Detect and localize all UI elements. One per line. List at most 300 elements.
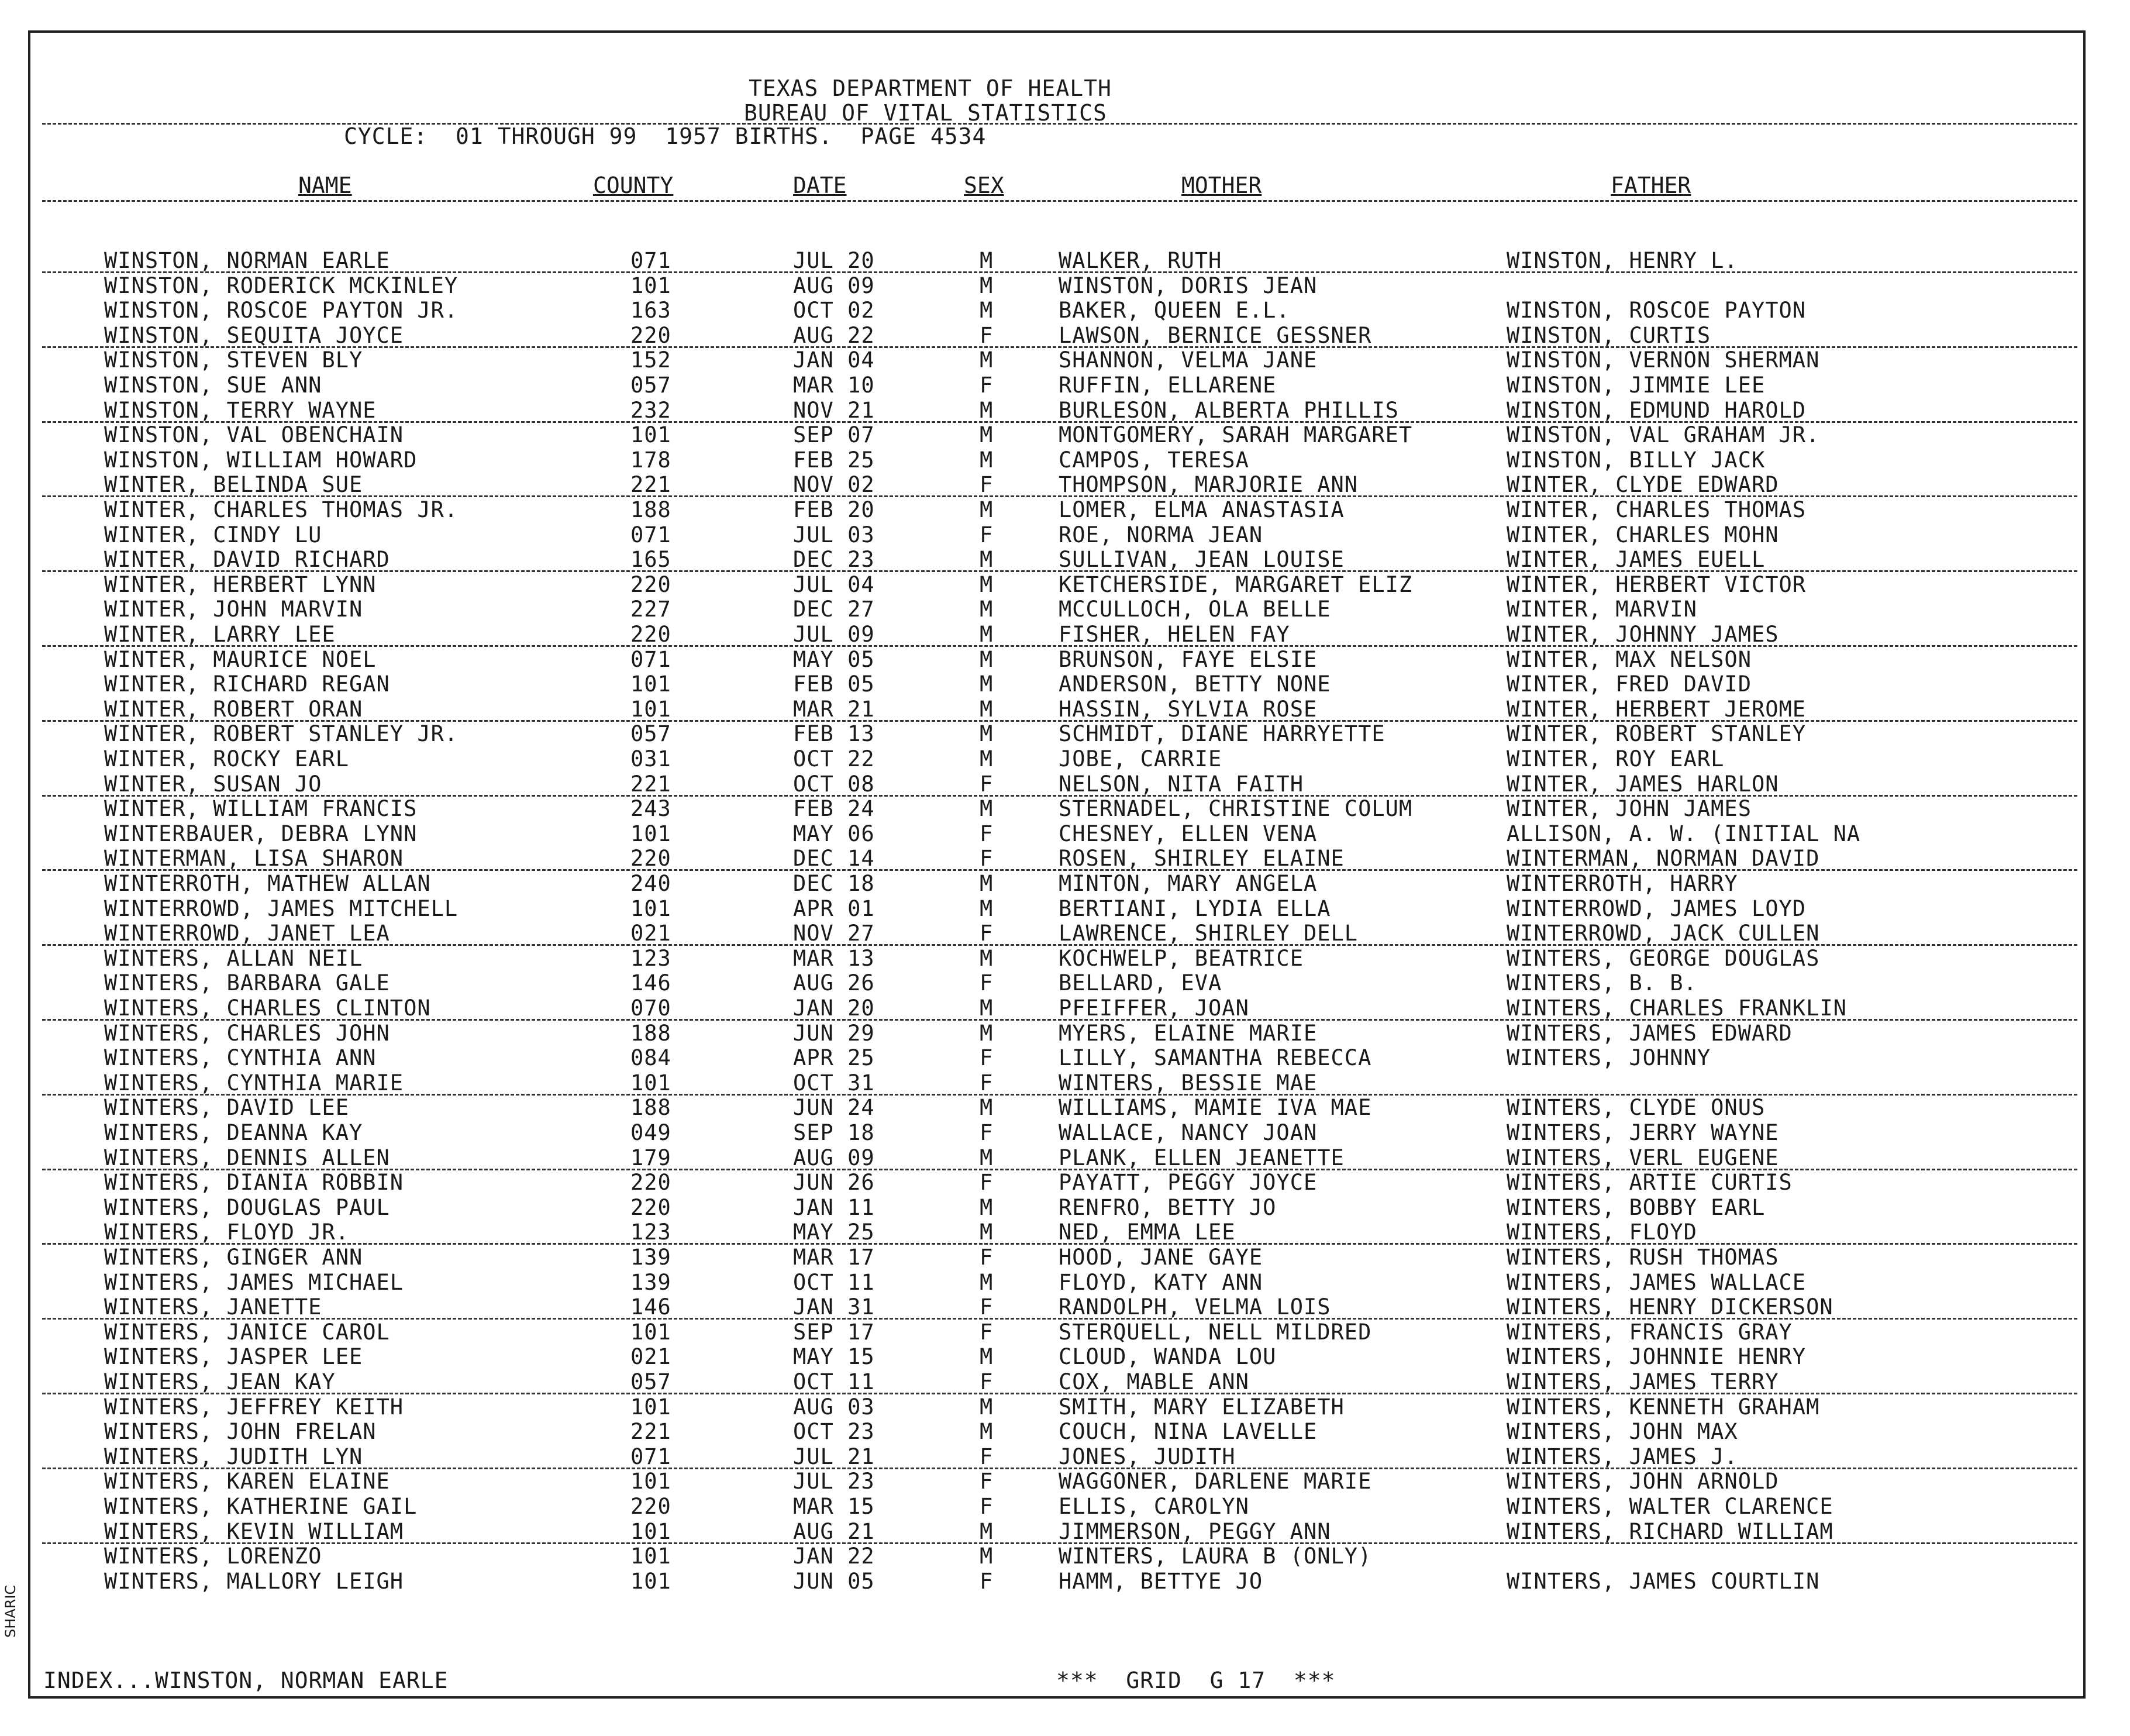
cell-mother: RENFRO, BETTY JO xyxy=(1059,1195,1277,1220)
margin-label: SHARIC xyxy=(2,1585,19,1638)
cell-county: 071 xyxy=(630,248,671,273)
table-row xyxy=(0,1294,2082,1320)
cell-name: WINTERS, DENNIS ALLEN xyxy=(104,1145,390,1170)
cell-sex: M xyxy=(980,572,994,597)
cell-county: 227 xyxy=(630,597,671,622)
table-row xyxy=(0,996,2082,1021)
cell-name: WINTER, ROBERT STANLEY JR. xyxy=(104,721,459,746)
cell-county: 220 xyxy=(630,572,671,597)
cell-date: JUL 03 xyxy=(793,522,875,547)
cell-name: WINTERS, JANETTE xyxy=(104,1294,322,1320)
cell-father: WINSTON, CURTIS xyxy=(1507,323,1711,348)
cell-father: WINTERROTH, HARRY xyxy=(1507,871,1738,896)
cell-name: WINTERS, CYNTHIA ANN xyxy=(104,1045,377,1070)
cell-father: WINTER, MARVIN xyxy=(1507,597,1697,622)
cell-name: WINTERS, ALLAN NEIL xyxy=(104,946,363,971)
cell-county: 221 xyxy=(630,472,671,497)
cell-mother: CHESNEY, ELLEN VENA xyxy=(1059,821,1318,846)
cell-father: WINTERS, JOHN MAX xyxy=(1507,1419,1738,1444)
cell-sex: M xyxy=(980,1344,994,1369)
col-header-county: COUNTY xyxy=(593,173,674,198)
cell-mother: RUFFIN, ELLARENE xyxy=(1059,373,1277,398)
cell-county: 220 xyxy=(630,1494,671,1519)
cell-date: MAR 21 xyxy=(793,697,875,722)
cell-county: 101 xyxy=(630,1569,671,1594)
cell-name: WINTERS, CHARLES CLINTON xyxy=(104,996,431,1021)
table-row xyxy=(0,1045,2082,1070)
cell-sex: M xyxy=(980,1519,994,1544)
cell-county: 220 xyxy=(630,846,671,871)
table-row xyxy=(0,821,2082,846)
cell-father: WINSTON, ROSCOE PAYTON xyxy=(1507,298,1807,323)
cell-date: MAY 05 xyxy=(793,647,875,672)
footer-grid: *** GRID G 17 *** xyxy=(1056,1668,1336,1693)
cell-mother: CAMPOS, TERESA xyxy=(1059,447,1249,473)
header-bureau: BUREAU OF VITAL STATISTICS xyxy=(744,100,1107,126)
cell-mother: WINTERS, BESSIE MAE xyxy=(1059,1070,1318,1096)
cell-father: WINTERS, HENRY DICKERSON xyxy=(1507,1294,1833,1320)
cell-name: WINSTON, RODERICK MCKINLEY xyxy=(104,273,459,298)
cell-father: WINTER, CHARLES MOHN xyxy=(1507,522,1779,547)
cell-father: WINTERS, WALTER CLARENCE xyxy=(1507,1494,1833,1519)
cycle-line: CYCLE: 01 THROUGH 99 1957 BIRTHS. PAGE 4534 xyxy=(344,123,987,149)
cell-date: MAY 25 xyxy=(793,1220,875,1245)
table-row xyxy=(0,746,2082,771)
cell-mother: SULLIVAN, JEAN LOUISE xyxy=(1059,547,1345,572)
table-row xyxy=(0,771,2082,797)
table-row xyxy=(0,671,2082,697)
table-row xyxy=(0,298,2082,323)
cell-mother: PAYATT, PEGGY JOYCE xyxy=(1059,1170,1318,1195)
cell-mother: MYERS, ELAINE MARIE xyxy=(1059,1021,1318,1046)
cell-county: 221 xyxy=(630,1419,671,1444)
table-row xyxy=(0,522,2082,547)
cell-name: WINTERS, JOHN FRELAN xyxy=(104,1419,377,1444)
cell-sex: M xyxy=(980,1220,994,1245)
cell-county: 188 xyxy=(630,1095,671,1120)
cell-date: JAN 22 xyxy=(793,1544,875,1569)
cell-date: JUL 04 xyxy=(793,572,875,597)
cell-mother: MINTON, MARY ANGELA xyxy=(1059,871,1318,896)
cell-sex: M xyxy=(980,697,994,722)
cell-mother: ROE, NORMA JEAN xyxy=(1059,522,1263,547)
cell-county: 220 xyxy=(630,622,671,647)
cell-sex: M xyxy=(980,946,994,971)
table-row xyxy=(0,1344,2082,1369)
table-row xyxy=(0,896,2082,921)
cell-mother: COX, MABLE ANN xyxy=(1059,1369,1249,1394)
column-header-rule xyxy=(42,200,2077,202)
cell-sex: F xyxy=(980,1045,994,1070)
table-row xyxy=(0,1494,2082,1519)
cell-name: WINSTON, WILLIAM HOWARD xyxy=(104,447,418,473)
cell-county: 071 xyxy=(630,522,671,547)
cell-sex: M xyxy=(980,1270,994,1295)
cell-name: WINTERS, DEANNA KAY xyxy=(104,1120,363,1145)
cell-county: 101 xyxy=(630,422,671,447)
cell-name: WINTERS, DOUGLAS PAUL xyxy=(104,1195,390,1220)
cell-date: MAY 15 xyxy=(793,1344,875,1369)
table-row xyxy=(0,871,2082,896)
table-row xyxy=(0,1369,2082,1394)
cell-mother: STERNADEL, CHRISTINE COLUM xyxy=(1059,796,1413,821)
table-row xyxy=(0,398,2082,423)
cell-date: SEP 07 xyxy=(793,422,875,447)
cell-date: FEB 24 xyxy=(793,796,875,821)
table-row xyxy=(0,472,2082,497)
table-row xyxy=(0,1145,2082,1170)
cell-father: WINTERS, CHARLES FRANKLIN xyxy=(1507,996,1847,1021)
cell-date: JUL 21 xyxy=(793,1444,875,1469)
cell-sex: M xyxy=(980,497,994,522)
cell-county: 188 xyxy=(630,1021,671,1046)
cell-sex: F xyxy=(980,1070,994,1096)
cell-mother: WALLACE, NANCY JOAN xyxy=(1059,1120,1318,1145)
cell-date: NOV 21 xyxy=(793,398,875,423)
cell-name: WINTERS, JEAN KAY xyxy=(104,1369,336,1394)
cell-sex: M xyxy=(980,1145,994,1170)
table-row xyxy=(0,273,2082,298)
cell-name: WINTER, WILLIAM FRANCIS xyxy=(104,796,418,821)
cell-mother: ELLIS, CAROLYN xyxy=(1059,1494,1249,1519)
table-row xyxy=(0,946,2082,971)
cell-county: 163 xyxy=(630,298,671,323)
cell-sex: M xyxy=(980,1095,994,1120)
cell-sex: F xyxy=(980,472,994,497)
cell-father: WINTER, ROBERT STANLEY xyxy=(1507,721,1807,746)
cell-sex: F xyxy=(980,1469,994,1494)
cell-date: MAY 06 xyxy=(793,821,875,846)
cell-mother: LAWSON, BERNICE GESSNER xyxy=(1059,323,1372,348)
cell-date: JUN 26 xyxy=(793,1170,875,1195)
cell-father: WINTERS, JOHN ARNOLD xyxy=(1507,1469,1779,1494)
cell-date: DEC 23 xyxy=(793,547,875,572)
cell-father: WINTERS, VERL EUGENE xyxy=(1507,1145,1779,1170)
cell-date: JUN 24 xyxy=(793,1095,875,1120)
cell-father: WINTER, CHARLES THOMAS xyxy=(1507,497,1807,522)
cell-county: 101 xyxy=(630,1070,671,1096)
cell-county: 101 xyxy=(630,1469,671,1494)
cell-date: APR 25 xyxy=(793,1045,875,1070)
table-row xyxy=(0,248,2082,273)
table-row xyxy=(0,1544,2082,1569)
cell-date: OCT 02 xyxy=(793,298,875,323)
cell-date: SEP 18 xyxy=(793,1120,875,1145)
cell-sex: M xyxy=(980,597,994,622)
cell-date: OCT 31 xyxy=(793,1070,875,1096)
cell-father: WINTERS, JAMES J. xyxy=(1507,1444,1738,1469)
table-row xyxy=(0,1120,2082,1145)
table-row xyxy=(0,1220,2082,1245)
cell-mother: JOBE, CARRIE xyxy=(1059,746,1222,771)
cell-name: WINSTON, NORMAN EARLE xyxy=(104,248,390,273)
cell-mother: SMITH, MARY ELIZABETH xyxy=(1059,1394,1345,1420)
cell-name: WINTERROTH, MATHEW ALLAN xyxy=(104,871,431,896)
cell-mother: HOOD, JANE GAYE xyxy=(1059,1245,1263,1270)
cell-date: AUG 09 xyxy=(793,273,875,298)
cell-sex: M xyxy=(980,1394,994,1420)
cell-county: 049 xyxy=(630,1120,671,1145)
cell-sex: M xyxy=(980,622,994,647)
cell-sex: F xyxy=(980,846,994,871)
cell-date: OCT 08 xyxy=(793,771,875,797)
cell-father: WINTERS, JOHNNY xyxy=(1507,1045,1711,1070)
cell-county: 031 xyxy=(630,746,671,771)
table-row xyxy=(0,1444,2082,1469)
cell-father: WINTER, MAX NELSON xyxy=(1507,647,1752,672)
cell-sex: M xyxy=(980,996,994,1021)
table-row xyxy=(0,721,2082,746)
cell-county: 101 xyxy=(630,1519,671,1544)
cell-mother: KOCHWELP, BEATRICE xyxy=(1059,946,1304,971)
cell-mother: BERTIANI, LYDIA ELLA xyxy=(1059,896,1331,921)
cell-sex: F xyxy=(980,1444,994,1469)
cell-father: WINTERS, BOBBY EARL xyxy=(1507,1195,1766,1220)
cell-mother: NED, EMMA LEE xyxy=(1059,1220,1236,1245)
cell-county: 101 xyxy=(630,671,671,697)
cell-father: WINTER, JAMES EUELL xyxy=(1507,547,1766,572)
cell-county: 139 xyxy=(630,1245,671,1270)
table-row xyxy=(0,1394,2082,1420)
cell-date: MAR 10 xyxy=(793,373,875,398)
cell-mother: WILLIAMS, MAMIE IVA MAE xyxy=(1059,1095,1372,1120)
cell-sex: F xyxy=(980,1494,994,1519)
cell-date: AUG 09 xyxy=(793,1145,875,1170)
table-row xyxy=(0,1070,2082,1096)
cell-father: WINTERROWD, JACK CULLEN xyxy=(1507,921,1820,946)
cell-date: JAN 31 xyxy=(793,1294,875,1320)
cell-name: WINTER, DAVID RICHARD xyxy=(104,547,390,572)
cell-name: WINTER, MAURICE NOEL xyxy=(104,647,377,672)
cell-date: OCT 11 xyxy=(793,1270,875,1295)
table-row xyxy=(0,1270,2082,1295)
cell-mother: PLANK, ELLEN JEANETTE xyxy=(1059,1145,1345,1170)
cell-name: WINTERROWD, JAMES MITCHELL xyxy=(104,896,459,921)
cell-date: NOV 27 xyxy=(793,921,875,946)
cell-county: 101 xyxy=(630,821,671,846)
cell-sex: M xyxy=(980,796,994,821)
cell-father: WINTER, CLYDE EDWARD xyxy=(1507,472,1779,497)
cell-mother: SCHMIDT, DIANE HARRYETTE xyxy=(1059,721,1385,746)
cell-county: 146 xyxy=(630,970,671,996)
table-row xyxy=(0,497,2082,522)
cell-father: WINTERS, KENNETH GRAHAM xyxy=(1507,1394,1820,1420)
col-header-name: NAME xyxy=(298,173,352,198)
cell-father: WINTER, HERBERT JEROME xyxy=(1507,697,1807,722)
cell-county: 071 xyxy=(630,647,671,672)
cell-date: JAN 04 xyxy=(793,347,875,373)
table-row xyxy=(0,796,2082,821)
cell-father: WINTERS, GEORGE DOUGLAS xyxy=(1507,946,1820,971)
table-row xyxy=(0,1569,2082,1594)
cell-name: WINTERS, CHARLES JOHN xyxy=(104,1021,390,1046)
cell-county: 057 xyxy=(630,721,671,746)
cell-county: 123 xyxy=(630,946,671,971)
cell-sex: M xyxy=(980,422,994,447)
cell-name: WINTERS, JASPER LEE xyxy=(104,1344,363,1369)
cell-county: 021 xyxy=(630,1344,671,1369)
cell-county: 243 xyxy=(630,796,671,821)
table-row xyxy=(0,422,2082,447)
cell-county: 188 xyxy=(630,497,671,522)
table-row xyxy=(0,647,2082,672)
cell-date: OCT 23 xyxy=(793,1419,875,1444)
cell-father: WINSTON, EDMUND HAROLD xyxy=(1507,398,1807,423)
cell-county: 220 xyxy=(630,1170,671,1195)
table-row xyxy=(0,921,2082,946)
cell-date: AUG 22 xyxy=(793,323,875,348)
cell-sex: M xyxy=(980,1544,994,1569)
cell-date: JAN 20 xyxy=(793,996,875,1021)
cell-sex: M xyxy=(980,398,994,423)
cell-sex: M xyxy=(980,746,994,771)
cell-name: WINTERS, KAREN ELAINE xyxy=(104,1469,390,1494)
cell-name: WINTERS, MALLORY LEIGH xyxy=(104,1569,404,1594)
cell-county: 101 xyxy=(630,1394,671,1420)
cell-name: WINTERS, GINGER ANN xyxy=(104,1245,363,1270)
cell-father: WINTERS, JERRY WAYNE xyxy=(1507,1120,1779,1145)
cell-sex: F xyxy=(980,1569,994,1594)
cell-name: WINTER, CHARLES THOMAS JR. xyxy=(104,497,459,522)
cell-county: 070 xyxy=(630,996,671,1021)
cell-name: WINSTON, SEQUITA JOYCE xyxy=(104,323,404,348)
cell-date: APR 01 xyxy=(793,896,875,921)
col-header-mother: MOTHER xyxy=(1181,173,1262,198)
cell-county: 101 xyxy=(630,697,671,722)
table-row xyxy=(0,373,2082,398)
cell-date: OCT 22 xyxy=(793,746,875,771)
table-row xyxy=(0,1021,2082,1046)
cell-county: 232 xyxy=(630,398,671,423)
cell-mother: HASSIN, SYLVIA ROSE xyxy=(1059,697,1318,722)
header-title: TEXAS DEPARTMENT OF HEALTH xyxy=(749,75,1112,101)
cell-sex: M xyxy=(980,1021,994,1046)
cell-date: JUL 20 xyxy=(793,248,875,273)
cell-name: WINTER, RICHARD REGAN xyxy=(104,671,390,697)
table-row xyxy=(0,1170,2082,1195)
cell-county: 152 xyxy=(630,347,671,373)
cell-mother: MCCULLOCH, OLA BELLE xyxy=(1059,597,1331,622)
cell-sex: F xyxy=(980,1320,994,1345)
cell-mother: NELSON, NITA FAITH xyxy=(1059,771,1304,797)
cell-mother: ANDERSON, BETTY NONE xyxy=(1059,671,1331,697)
table-row xyxy=(0,1519,2082,1544)
cell-date: JUL 09 xyxy=(793,622,875,647)
cell-name: WINTERS, BARBARA GALE xyxy=(104,970,390,996)
cell-date: MAR 13 xyxy=(793,946,875,971)
table-row xyxy=(0,1095,2082,1120)
cell-sex: M xyxy=(980,647,994,672)
cell-county: 220 xyxy=(630,1195,671,1220)
col-header-date: DATE xyxy=(793,173,847,198)
cell-mother: BURLESON, ALBERTA PHILLIS xyxy=(1059,398,1399,423)
table-row xyxy=(0,697,2082,722)
cell-mother: WAGGONER, DARLENE MARIE xyxy=(1059,1469,1372,1494)
cell-father: WINTERS, FLOYD xyxy=(1507,1220,1697,1245)
cell-sex: F xyxy=(980,1369,994,1394)
cell-father: WINTER, JAMES HARLON xyxy=(1507,771,1779,797)
cell-name: WINTER, CINDY LU xyxy=(104,522,322,547)
cell-father: WINTER, ROY EARL xyxy=(1507,746,1725,771)
cell-sex: M xyxy=(980,273,994,298)
cell-name: WINTERROWD, JANET LEA xyxy=(104,921,390,946)
cell-date: DEC 27 xyxy=(793,597,875,622)
cell-name: WINTER, JOHN MARVIN xyxy=(104,597,363,622)
cell-county: 084 xyxy=(630,1045,671,1070)
cell-sex: F xyxy=(980,1294,994,1320)
cell-name: WINTERS, KEVIN WILLIAM xyxy=(104,1519,404,1544)
cell-date: MAR 15 xyxy=(793,1494,875,1519)
cell-name: WINSTON, VAL OBENCHAIN xyxy=(104,422,404,447)
cell-name: WINSTON, STEVEN BLY xyxy=(104,347,363,373)
cell-mother: LAWRENCE, SHIRLEY DELL xyxy=(1059,921,1359,946)
cell-date: JUL 23 xyxy=(793,1469,875,1494)
cell-sex: F xyxy=(980,921,994,946)
cell-sex: M xyxy=(980,896,994,921)
cell-father: ALLISON, A. W. (INITIAL NA xyxy=(1507,821,1861,846)
cell-father: WINTER, HERBERT VICTOR xyxy=(1507,572,1807,597)
cell-date: AUG 21 xyxy=(793,1519,875,1544)
cell-mother: BAKER, QUEEN E.L. xyxy=(1059,298,1290,323)
cell-mother: LILLY, SAMANTHA REBECCA xyxy=(1059,1045,1372,1070)
cell-father: WINTER, JOHN JAMES xyxy=(1507,796,1752,821)
cell-mother: HAMM, BETTYE JO xyxy=(1059,1569,1263,1594)
cell-sex: M xyxy=(980,447,994,473)
col-header-father: FATHER xyxy=(1611,173,1691,198)
cell-sex: M xyxy=(980,871,994,896)
cell-sex: M xyxy=(980,1195,994,1220)
cell-mother: THOMPSON, MARJORIE ANN xyxy=(1059,472,1359,497)
cell-mother: MONTGOMERY, SARAH MARGARET xyxy=(1059,422,1413,447)
cell-sex: F xyxy=(980,1245,994,1270)
cell-date: AUG 26 xyxy=(793,970,875,996)
cell-mother: CLOUD, WANDA LOU xyxy=(1059,1344,1277,1369)
cell-sex: F xyxy=(980,1120,994,1145)
cell-mother: ROSEN, SHIRLEY ELAINE xyxy=(1059,846,1345,871)
cell-county: 057 xyxy=(630,373,671,398)
cell-county: 178 xyxy=(630,447,671,473)
cell-father: WINTERS, JAMES WALLACE xyxy=(1507,1270,1807,1295)
cell-mother: COUCH, NINA LAVELLE xyxy=(1059,1419,1318,1444)
cell-sex: F xyxy=(980,373,994,398)
cell-name: WINTERS, LORENZO xyxy=(104,1544,322,1569)
cell-mother: SHANNON, VELMA JANE xyxy=(1059,347,1318,373)
cell-mother: WALKER, RUTH xyxy=(1059,248,1222,273)
cell-name: WINTERS, DIANIA ROBBIN xyxy=(104,1170,404,1195)
cell-father: WINTERS, FRANCIS GRAY xyxy=(1507,1320,1793,1345)
cell-name: WINTER, ROBERT ORAN xyxy=(104,697,363,722)
cell-mother: KETCHERSIDE, MARGARET ELIZ xyxy=(1059,572,1413,597)
cell-county: 165 xyxy=(630,547,671,572)
table-row xyxy=(0,622,2082,647)
cell-mother: JONES, JUDITH xyxy=(1059,1444,1236,1469)
table-row xyxy=(0,1419,2082,1444)
cell-father: WINSTON, HENRY L. xyxy=(1507,248,1738,273)
cell-father: WINTERS, B. B. xyxy=(1507,970,1697,996)
table-row xyxy=(0,547,2082,572)
cell-father: WINTERS, RUSH THOMAS xyxy=(1507,1245,1779,1270)
cell-father: WINSTON, BILLY JACK xyxy=(1507,447,1766,473)
cell-father: WINTERS, RICHARD WILLIAM xyxy=(1507,1519,1833,1544)
cell-date: AUG 03 xyxy=(793,1394,875,1420)
cell-father: WINTERMAN, NORMAN DAVID xyxy=(1507,846,1820,871)
cell-name: WINTER, ROCKY EARL xyxy=(104,746,349,771)
cell-county: 021 xyxy=(630,921,671,946)
cell-date: DEC 18 xyxy=(793,871,875,896)
cell-date: NOV 02 xyxy=(793,472,875,497)
table-row xyxy=(0,1320,2082,1345)
cell-mother: PFEIFFER, JOAN xyxy=(1059,996,1249,1021)
